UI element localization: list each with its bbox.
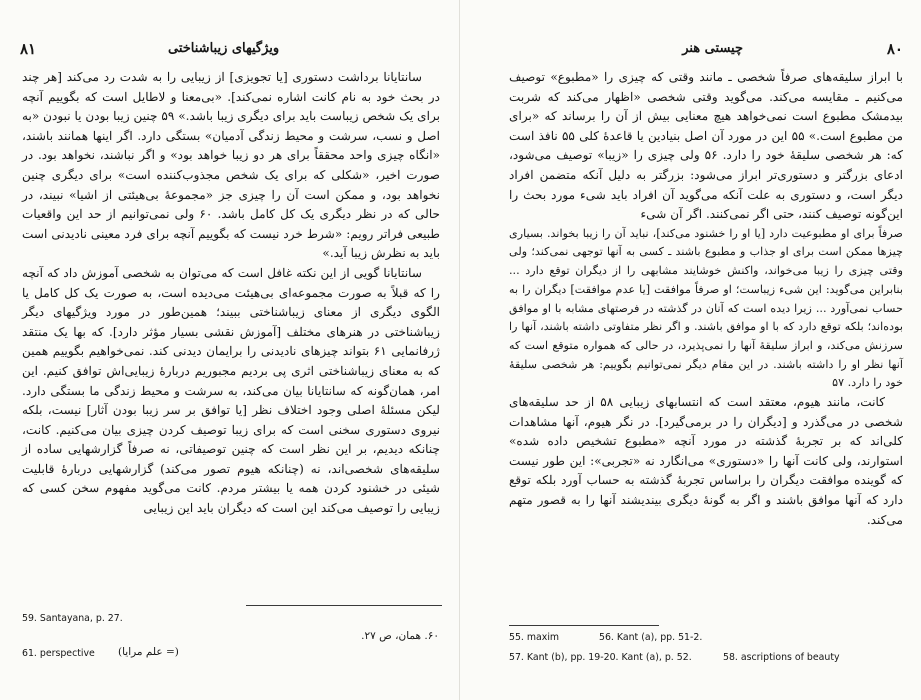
block-quote: صرفاً برای او مطبوعیت دارد [یا او را خشنود می‌کند]، نباید آن را زیبا بخواند. بسیاری چیزها ممکن است برای او جذاب و مطبوع باشند ـ کسی به آنها توجهی نمی‌کند؛ ولی وقتی چیزی را زیبا می‌خواند، واکنش خوشایند مشابهی را از دیگران توقع دارد ... بنابراین می‌گوید: این شیء زیباست؛ او صرفاً موافقت [یا عدم موافقت] دیگران را به حساب نمی‌آورد ... زیرا دیده است که آنان در گذشته در فرصتهای مشابه با او موافق بوده‌اند؛ بلکه توقع دارد که با او موافق باشند. و اگر نظر متفاوتی داشته باشند، آنها را سرزنش می‌کند، و ابراز سلیقهٔ آنها را نمی‌پذیرد، در حالی که همواره متوقع است که آنها نظر او را داشته باشند. در این مقام دیگر نمی‌توانیم بگوییم: هر شخصی سلیقهٔ خود را دارد. ۵۷ [509, 226, 903, 390]
footnote-55: 55. maxim [509, 632, 560, 643]
paragraph: کانت، مانند هیوم، معتقد است که انتسابهای زیبایی ۵۸ از حد سلیقه‌های شخصی در می‌گذرد و [دیگران را در برمی‌گیرد]. در نگر هیوم، آنها مشاهدات کلی‌اند که بر تجربهٔ گذشته در مورد آنچه «مطبوع تشخیص داده شده» استوارند، ولی کانت آنها را «دستوری» می‌انگارد نه «تجربی»: این طور نیست که گوینده موافقت دیگران را براساس تجربهٔ گذشته به حساب آورد بلکه توقع دارد که آنها موافق باشند و اگر به گونهٔ دیگری بیندیشند آنها را به قصور متهم می‌کند. [509, 395, 903, 527]
footnote-rule [246, 605, 442, 606]
footnote-56: 56. Kant (a), pp. 51-2. [599, 632, 703, 643]
footnote-61-note: (= علم مرایا) [118, 646, 179, 658]
left-page [0, 0, 460, 700]
footnote-59: 59. Santayana, p. 27. [22, 613, 123, 624]
footnote-58: 58. ascriptions of beauty [723, 652, 840, 663]
body-text [22, 68, 440, 519]
paragraph: سانتایانا گویی از این نکته غافل است که می‌توان به شخصی آموزش داد که آنچه را که قبلاً به صورت مجموعه‌ای بی‌هیئت می‌دیده است، به صورت یک کل کامل یا الگوی دیگری از معنای زیباشناختی ببیند؛ همین‌طور در مورد ویژگیهای دیگر زیباشناختی در هنرهای مختلف [آموزش نقشی بسیار مؤثر دارد]. که بها یک منتقد ژرفانمایی ۶۱ بتواند چیزهای نادیدنی را برایمان دیدنی کند. نمی‌خواهیم بگوییم همین که به معنای زیباشناختی اثری پی بردیم مجبوریم دربارهٔ زیبایی‌اش توافق کنیم. این امر، همان‌گونه که سانتایانا بیان می‌کند، به سرشت و محیط زندگی ما بستگی دارد. لیکن مسئلهٔ اصلی وجود اختلاف نظر [یا توافق بر سر زیبا بودن آثار] نیست، بلکه نیروی دستوری سخنی است که برای زیبا توصیف کردن چیزی بیان می‌کنیم. کانت، چنانکه دیدیم، بر این نظر است که چنین توصیفاتی، نه صرفاً گزارشهایی ساده از سلیقه‌های شخصی‌اند، نه (چنانکه هیوم تصور می‌کند) گزارشهایی دربارهٔ قابلیت شیئی در خشنود کردن همه یا بیشتر مردم. کانت می‌گوید مفهوم سخن کسی که زیبایی را توصیف می‌کند این است که دیگران باید این زیبایی [22, 265, 440, 516]
page-number: ۸۰ [886, 40, 903, 58]
paragraph: با ابراز سلیقه‌های صرفاً شخصی ـ مانند وقتی که چیزی را «مطبوع» توصیف می‌کنیم ـ مقایسه می‌کند. می‌گوید وقتی شخصی «اظهار می‌کند که شربت بیدمشک مطبوع است نمی‌خواهد هیچ معنایی بیش از آن را برساند که «برای من مطبوع است.» ۵۵ این در مورد آن اصل بنیادین یا قاعدهٔ کلی ۵۵ نافذ است که: هر شخصی سلیقهٔ خود را دارد. ۵۶ ولی چیزی را «زیبا» توصیف می‌شود، ادعای بزرگتر و دستوری‌تر ابراز می‌شود: بزرگتر به دلیل آنکه متضمن افراد دیگر است، و دستوری به علت آنکه می‌گوید آن افراد باید شیء مورد بحث را این‌گونه توصیف کنند، حتی اگر نمی‌کنند. اگر آن شیء [509, 70, 903, 222]
right-page [461, 0, 921, 700]
footnote-57: 57. Kant (b), pp. 19-20. Kant (a), p. 52. [509, 652, 692, 663]
running-header: ویژگیهای زیباشناختی [168, 41, 280, 56]
footnote-60: ۶۰. همان، ص ۲۷. [361, 630, 439, 642]
footnote-rule [509, 625, 659, 626]
body-text [509, 68, 903, 530]
running-header: چیستی هنر [682, 41, 743, 56]
paragraph: سانتایانا برداشت دستوری [یا تجویزی] از زیبایی را به شدت رد می‌کند [هر چند در بحث خود به نام کانت اشاره نمی‌کند]. «بی‌معنا و لاطایل است که بگوییم آنچه برای یک شخص زیباست باید برای دیگری زیبا باشد.» ۵۹ چنین زیبا بودن یا نبودن «به اصل و نسب، سرشت و محیط زندگی آدمیان» بستگی دارد. اگر اینها همانند باشند، «انگاه چیزی واحد محققاً برای هر دو زیبا خواهد بود» و اگر نباشند، نخواهد بود. در صورت اخیر، «شکلی که برای یک شخص مجذوب‌کننده است» برای دیگری چنین نخواهد بود، و ممکن است آن را چیزی جز «مجموعهٔ بی‌هیئتی از اشیا» نبیند، در حالی که در نظر دیگری یک کل کامل باشد. ۶۰ ولی نمی‌توانیم از حد این واقعیات طبیعی فراتر رویم: «شرط خرد نیست که بگوییم آنچه برای فرد معینی نادیدنی است باید به نظرش زیبا آید.» [22, 70, 440, 261]
page-number: ۸۱ [20, 40, 37, 58]
footnote-61: 61. perspective [22, 648, 95, 659]
